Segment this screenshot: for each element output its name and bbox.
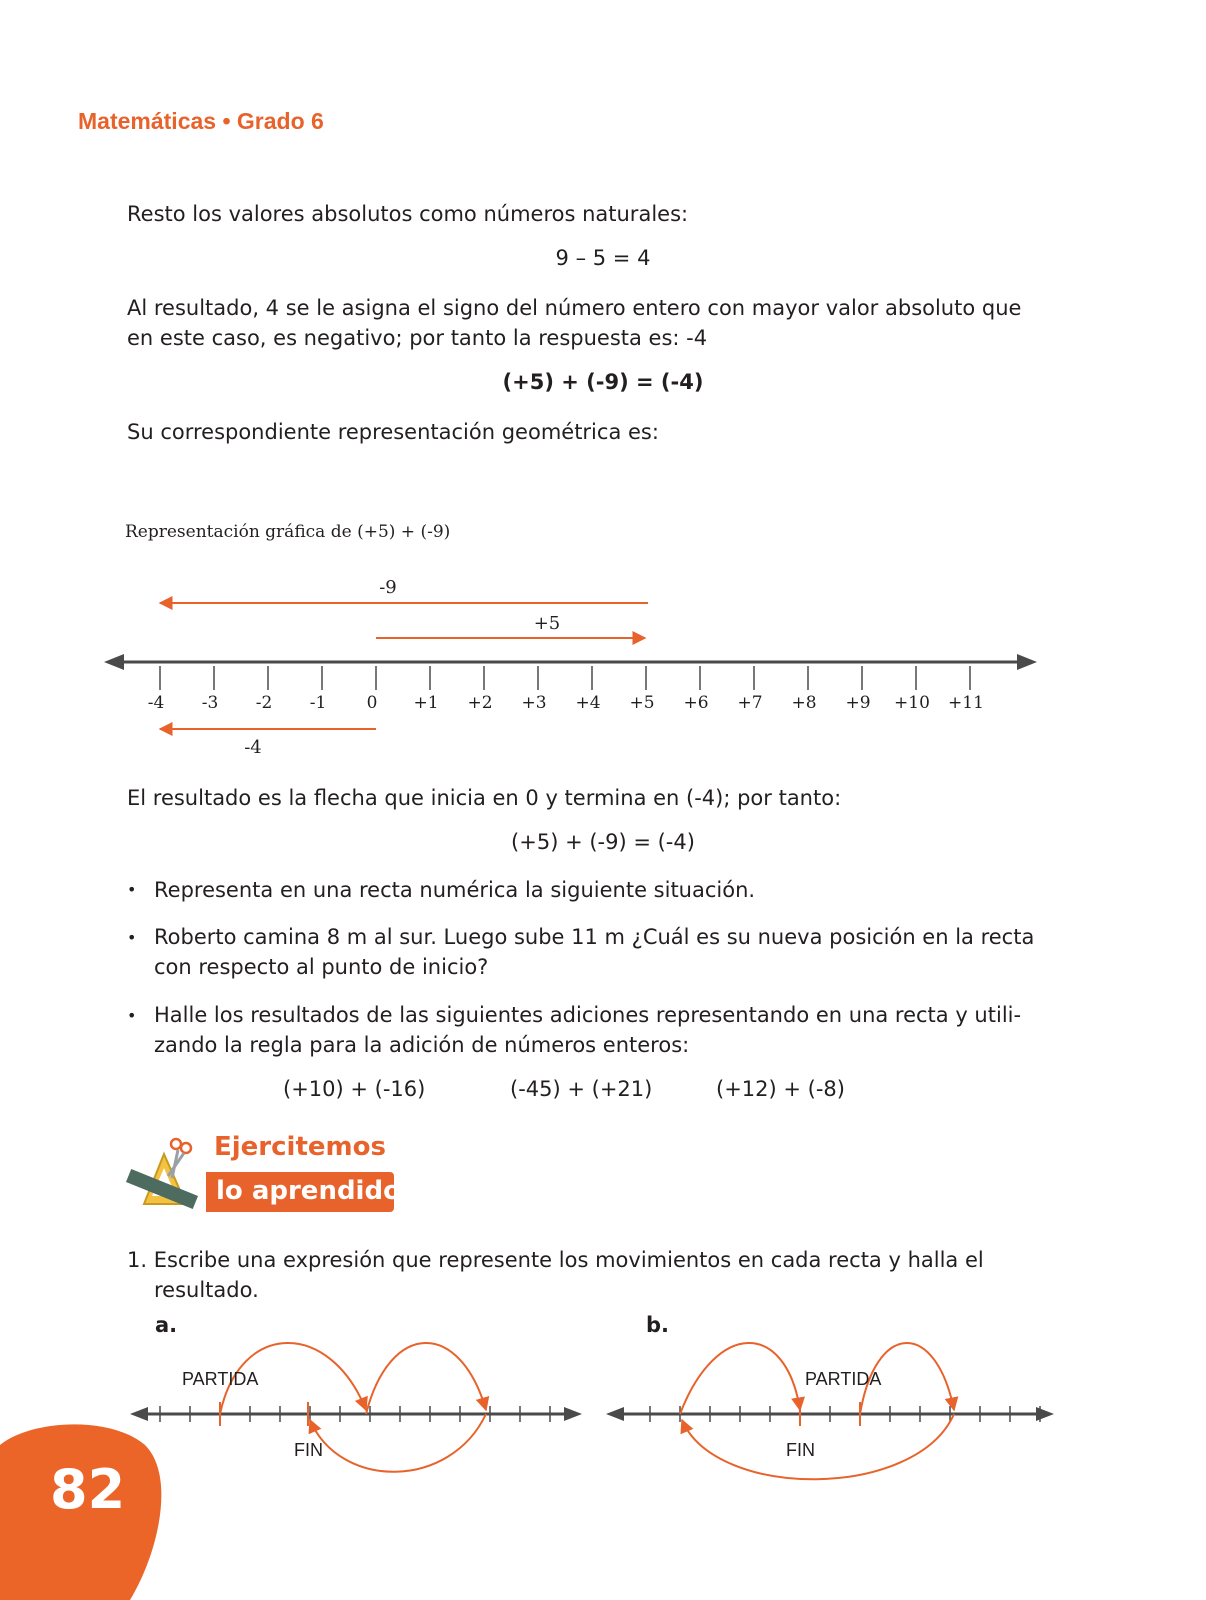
tick-label: 0 bbox=[366, 693, 378, 713]
tick-label: +5 bbox=[629, 693, 655, 713]
tick-label: +1 bbox=[413, 693, 439, 713]
arrow-minus-9-label: -9 bbox=[379, 577, 397, 598]
exercise-a-jump-2 bbox=[366, 1343, 486, 1414]
ejercitemos-title: Ejercitemos bbox=[214, 1132, 386, 1162]
exercise-b-partida: PARTIDA bbox=[805, 1369, 882, 1389]
exercise-b-jump-3 bbox=[680, 1343, 800, 1414]
tick-label: +2 bbox=[467, 693, 493, 713]
tick-label: +3 bbox=[521, 693, 547, 713]
exercise-label-a: a. bbox=[155, 1313, 178, 1337]
figure-caption: Representación gráfica de (+5) + (-9) bbox=[125, 522, 451, 542]
exercise-1-line-2: resultado. bbox=[154, 1278, 259, 1302]
equation-3: (+5) + (-9) = (-4) bbox=[511, 830, 695, 854]
bullet-2-line-2: con respecto al punto de inicio? bbox=[154, 955, 489, 979]
tick-label: +6 bbox=[683, 693, 709, 713]
exercise-b-jump-2 bbox=[682, 1414, 954, 1479]
exercise-a-jump-3 bbox=[310, 1414, 486, 1472]
ejercitemos-subtitle: lo aprendido bbox=[216, 1176, 401, 1206]
exercise-b-fin: FIN bbox=[786, 1440, 815, 1460]
addition-1: (+10) + (-16) bbox=[283, 1077, 426, 1101]
exercise-b-number-line bbox=[596, 1330, 1066, 1490]
tick-label: -2 bbox=[255, 693, 273, 713]
axis-right-arrowhead bbox=[1017, 654, 1037, 670]
exercise-a-left-arrowhead bbox=[130, 1407, 148, 1421]
number-line-figure bbox=[0, 560, 1206, 770]
tick-label: +10 bbox=[894, 693, 930, 713]
paragraph-2-line-1: Al resultado, 4 se le asigna el signo del número entero con mayor valor absoluto que bbox=[127, 296, 1022, 320]
tick-label: +7 bbox=[737, 693, 763, 713]
tick-label: -1 bbox=[309, 693, 327, 713]
equation-1: 9 – 5 = 4 bbox=[555, 246, 651, 270]
exercise-a-partida: PARTIDA bbox=[182, 1369, 259, 1389]
tools-icon bbox=[124, 1134, 214, 1220]
bullet-dot-1: • bbox=[127, 880, 137, 899]
tick-label: +8 bbox=[791, 693, 817, 713]
exercise-a-number-line bbox=[120, 1330, 590, 1490]
tick-label: +9 bbox=[845, 693, 871, 713]
exercise-a-right-arrowhead bbox=[564, 1407, 582, 1421]
exercise-a-fin: FIN bbox=[294, 1440, 323, 1460]
paragraph-3: Su correspondiente representación geométrica es: bbox=[127, 420, 659, 444]
paragraph-4: El resultado es la flecha que inicia en 0 y termina en (-4); por tanto: bbox=[127, 786, 842, 810]
arrow-result-label: -4 bbox=[244, 737, 262, 758]
axis-left-arrowhead bbox=[104, 654, 124, 670]
page-number: 82 bbox=[50, 1458, 126, 1521]
exercise-b-left-arrowhead bbox=[606, 1407, 624, 1421]
tick-label: -3 bbox=[201, 693, 219, 713]
paragraph-1: Resto los valores absolutos como números naturales: bbox=[127, 202, 689, 226]
bullet-1-line-1: Representa en una recta numérica la siguiente situación. bbox=[154, 878, 756, 902]
bullet-3-line-1: Halle los resultados de las siguientes adiciones representando en una recta y utili- bbox=[154, 1003, 1022, 1027]
bullet-3-line-2: zando la regla para la adición de números enteros: bbox=[154, 1033, 690, 1057]
arrow-plus-5-label: +5 bbox=[533, 613, 561, 634]
bullet-dot-2: • bbox=[127, 928, 137, 947]
bullet-2-line-1: Roberto camina 8 m al sur. Luego sube 11 m ¿Cuál es su nueva posición en la recta bbox=[154, 925, 1035, 949]
tick-label: -4 bbox=[147, 693, 165, 713]
page-header: Matemáticas • Grado 6 bbox=[78, 108, 324, 134]
addition-3: (+12) + (-8) bbox=[716, 1077, 845, 1101]
exercise-1-line-1: 1. Escribe una expresión que represente los movimientos en cada recta y halla el bbox=[127, 1248, 984, 1272]
bullet-dot-3: • bbox=[127, 1006, 137, 1025]
tick-label: +4 bbox=[575, 693, 601, 713]
equation-2: (+5) + (-9) = (-4) bbox=[502, 370, 704, 394]
exercise-b-right-arrowhead bbox=[1036, 1407, 1054, 1421]
paragraph-2-line-2: en este caso, es negativo; por tanto la respuesta es: -4 bbox=[127, 326, 708, 350]
tick-label: +11 bbox=[948, 693, 984, 713]
addition-2: (-45) + (+21) bbox=[510, 1077, 653, 1101]
exercise-label-b: b. bbox=[646, 1313, 670, 1337]
